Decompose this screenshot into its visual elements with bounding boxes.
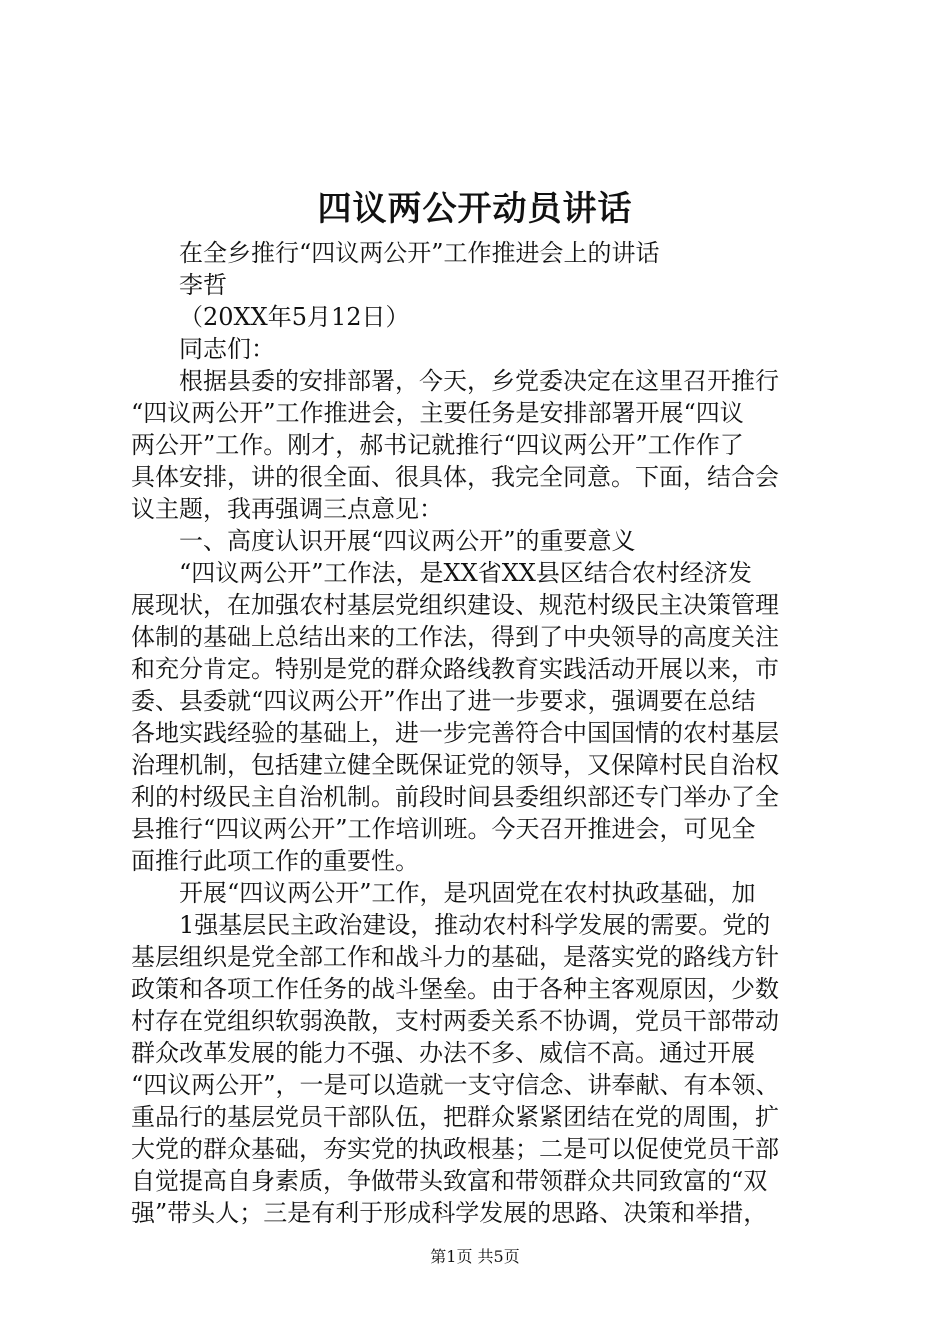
text-line: 和充分肯定。特别是党的群众路线教育实践活动开展以来，市 xyxy=(131,655,779,683)
text-line: 利的村级民主自治机制。前段时间县委组织部还专门举办了全 xyxy=(131,783,779,811)
text-line: 1强基层民主政治建设，推动农村科学发展的需要。党的 xyxy=(179,911,771,939)
text-line: 委、县委就“四议两公开”作出了进一步要求，强调要在总结 xyxy=(131,687,756,715)
text-line: 体制的基础上总结出来的工作法，得到了中央领导的高度关注 xyxy=(131,623,779,651)
text-line: 基层组织是党全部工作和战斗力的基础，是落实党的路线方针 xyxy=(131,943,779,971)
paragraph-1 xyxy=(131,365,831,525)
text-line: 县推行“四议两公开”工作培训班。今天召开推进会，可见全 xyxy=(131,815,756,843)
text-line: 大党的群众基础，夯实党的执政根基；二是可以促使党员干部 xyxy=(131,1135,779,1163)
salutation: 同志们： xyxy=(179,335,275,363)
text-line: 开展“四议两公开”工作，是巩固党在农村执政基础，加 xyxy=(179,879,756,907)
text-line: 展现状，在加强农村基层党组织建设、规范村级民主决策管理 xyxy=(131,591,779,619)
text-line: 政策和各项工作任务的战斗堡垒。由于各种主客观原因，少数 xyxy=(131,975,779,1003)
text-line: 面推行此项工作的重要性。 xyxy=(131,847,419,875)
text-line: “四议两公开”，一是可以造就一支守信念、讲奉献、有本领、 xyxy=(131,1071,780,1099)
speech-subtitle: 在全乡推行“四议两公开”工作推进会上的讲话 xyxy=(179,239,660,267)
text-line: 群众改革发展的能力不强、办法不多、威信不高。通过开展 xyxy=(131,1039,755,1067)
text-line: 具体安排，讲的很全面、很具体，我完全同意。下面，结合会 xyxy=(131,463,779,491)
speech-date: （20XX年5月12日） xyxy=(179,303,410,331)
text-line: 自觉提高自身素质，争做带头致富和带领群众共同致富的“双 xyxy=(131,1167,768,1195)
text-line: 重品行的基层党员干部队伍，把群众紧紧团结在党的周围，扩 xyxy=(131,1103,779,1131)
document-title: 四议两公开动员讲话 xyxy=(317,189,633,229)
paragraph-2 xyxy=(131,557,831,877)
text-line: 治理机制，包括建立健全既保证党的领导，又保障村民自治权 xyxy=(131,751,779,779)
text-line: 强”带头人；三是有利于形成科学发展的思路、决策和举措， xyxy=(131,1199,768,1227)
section-heading-1: 一、高度认识开展“四议两公开”的重要意义 xyxy=(179,527,636,555)
text-line: “四议两公开”工作法，是XX省XX县区结合农村经济发 xyxy=(179,559,752,587)
text-line: 村存在党组织软弱涣散，支村两委关系不协调，党员干部带动 xyxy=(131,1007,779,1035)
page-footer: 第1页 共5页 xyxy=(430,1247,520,1266)
speaker-name: 李哲 xyxy=(179,271,227,299)
text-line: 根据县委的安排部署，今天，乡党委决定在这里召开推行 xyxy=(179,367,779,395)
text-line: 两公开”工作。刚才，郝书记就推行“四议两公开”工作作了 xyxy=(131,431,744,459)
text-line: “四议两公开”工作推进会，主要任务是安排部署开展“四议 xyxy=(131,399,744,427)
document-body xyxy=(131,237,831,1229)
text-line: 议主题，我再强调三点意见： xyxy=(131,495,443,523)
text-line: 各地实践经验的基础上，进一步完善符合中国国情的农村基层 xyxy=(131,719,779,747)
paragraph-3 xyxy=(131,877,831,1229)
